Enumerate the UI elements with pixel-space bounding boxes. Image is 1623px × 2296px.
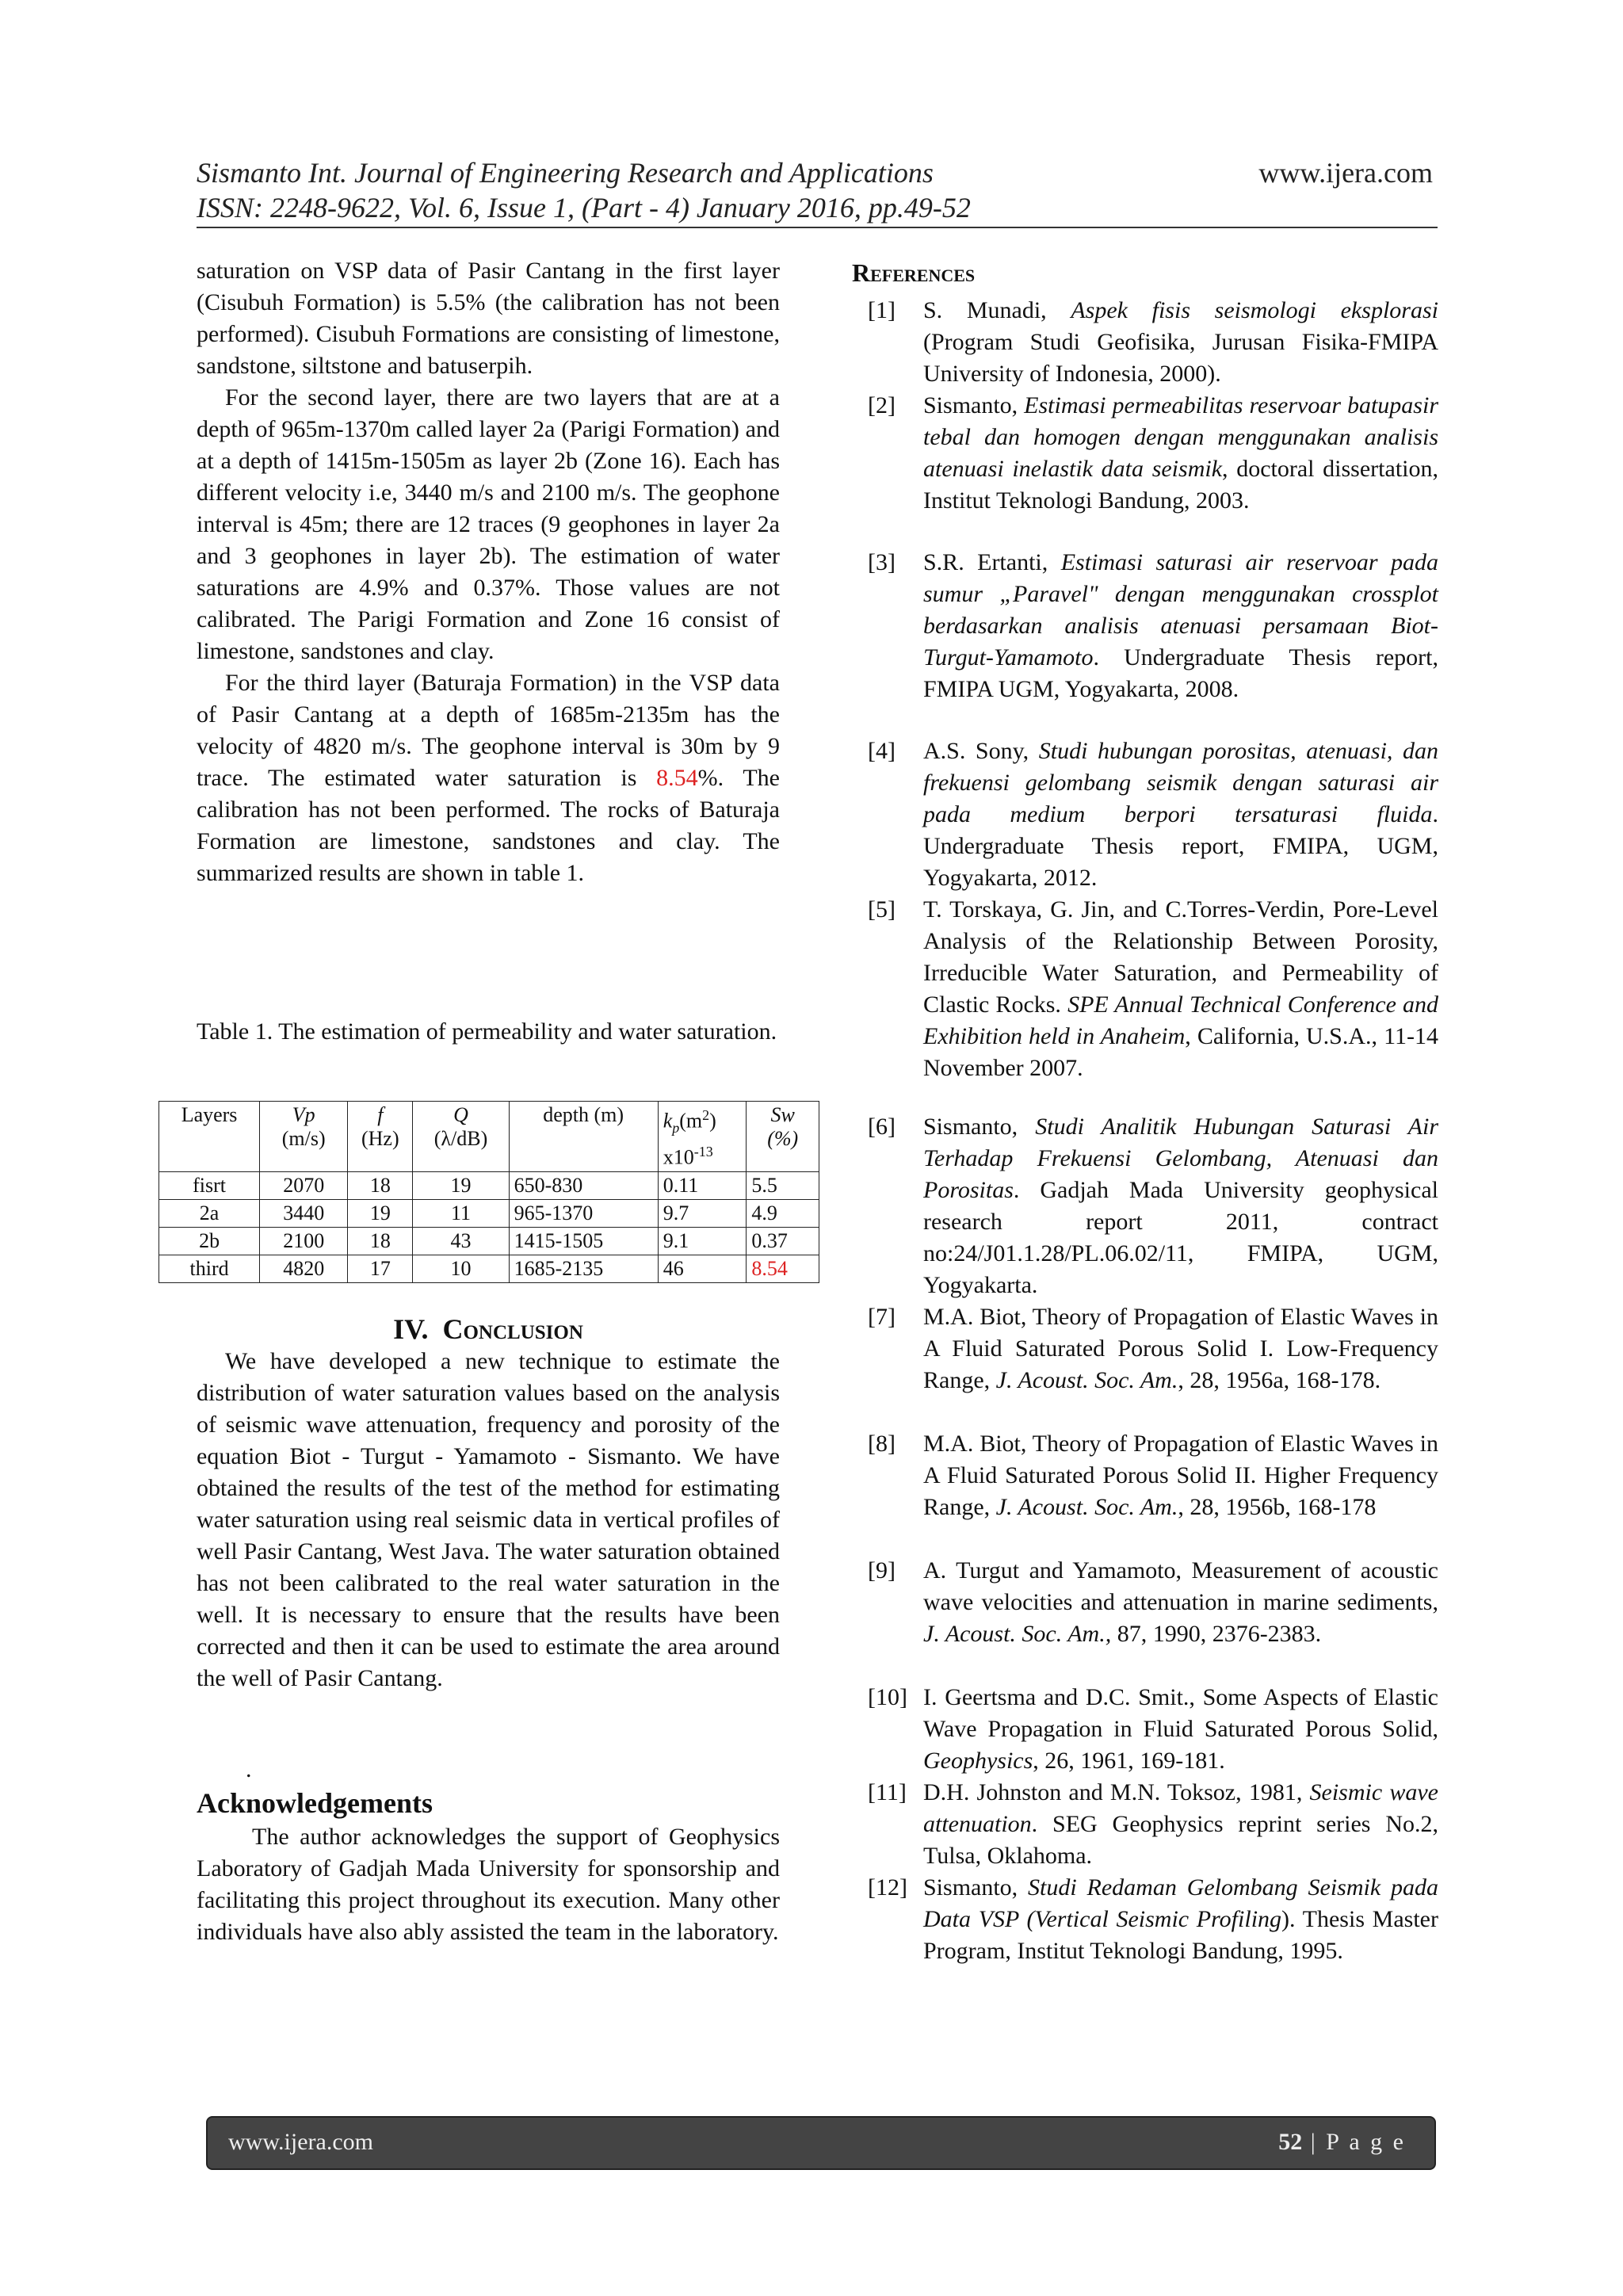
reference-title: Geophysics: [923, 1748, 1033, 1774]
reference-number: [2]: [868, 392, 896, 418]
footer-website[interactable]: www.ijera.com: [228, 2129, 373, 2155]
reference-number: [9]: [868, 1557, 896, 1584]
cell-vp: 3440: [260, 1199, 348, 1227]
cell-depth: 650-830: [509, 1171, 658, 1199]
col-layers-label: Layers: [181, 1103, 238, 1126]
reference-item: [852, 1555, 1438, 1650]
cell-vp: 2070: [260, 1171, 348, 1199]
reference-text: S.R. Ertanti,: [923, 549, 1061, 575]
reference-item: [852, 1682, 1438, 1777]
journal-website[interactable]: www.ijera.com: [1258, 157, 1433, 189]
acknowledgements-paragraph: The author acknowledges the support of Geophysics Laboratory of Gadjah Mada University for sponsorship and facilitating this project throughout its execution. Many other individuals have also ably assisted the team in the laboratory.: [197, 1824, 780, 1945]
references-heading: [852, 258, 975, 288]
reference-number: [5]: [868, 896, 896, 923]
paragraph-third-layer-b: %. The calibration has not been performed. The rocks of Baturaja Formation are limestone, sandstones and clay. The summarized results are shown in table 1.: [197, 765, 780, 886]
reference-title: Studi Redaman Gelombang Seismik pada Data VSP (Vertical Seismic Profiling: [923, 1874, 1438, 1932]
reference-title: J. Acoust. Soc. Am.: [995, 1367, 1178, 1393]
cell-f: 19: [348, 1199, 413, 1227]
reference-title: Studi Analitik Hubungan Saturasi Air Terhadap Frekuensi Gelombang, Atenuasi dan Porositas: [923, 1114, 1438, 1203]
reference-number: [10]: [868, 1684, 907, 1710]
col-sw: [747, 1102, 819, 1172]
col-kp: [658, 1102, 747, 1172]
cell-depth: 1685-2135: [509, 1255, 658, 1282]
journal-title: Sismanto Int. Journal of Engineering Research and Applications: [197, 157, 934, 189]
table-row: [159, 1255, 819, 1282]
reference-text: , California, U.S.A., 11-14 November 2007.: [923, 1023, 1438, 1081]
reference-text: , 26, 1961, 169-181.: [1033, 1748, 1225, 1774]
header-rule: [197, 227, 1438, 228]
cell-sw: 4.9: [747, 1199, 819, 1227]
cell-layer: fisrt: [159, 1171, 260, 1199]
col-sw-unit: (%): [767, 1127, 799, 1150]
table-row: [159, 1171, 819, 1199]
cell-f: 18: [348, 1171, 413, 1199]
table-row: [159, 1199, 819, 1227]
col-q: [413, 1102, 509, 1172]
reference-text: . Undergraduate Thesis report, FMIPA, UGM, Yogyakarta, 2012.: [923, 801, 1438, 891]
paragraph-third-layer-a: For the third layer (Baturaja Formation) in the VSP data of Pasir Cantang at a depth of 1685m-2135m has the velocity of 4820 m/s. The geophone interval is 30m by 9 trace. The estimated water saturation is: [197, 670, 780, 791]
col-depth: [509, 1102, 658, 1172]
reference-item: [852, 1111, 1438, 1301]
stray-dot: .: [246, 1756, 252, 1782]
reference-item: [852, 1777, 1438, 1872]
cell-sw-highlight: 8.54: [747, 1255, 819, 1282]
reference-text: Sismanto,: [923, 1874, 1029, 1901]
reference-item: [852, 894, 1438, 1084]
cell-f: 18: [348, 1227, 413, 1255]
reference-text: 87, 1990, 2376-2383.: [1111, 1621, 1322, 1647]
reference-number: [7]: [868, 1304, 896, 1330]
reference-number: [12]: [868, 1874, 907, 1901]
reference-text: M.A. Biot, Theory of Propagation of Elastic Waves in A Fluid Saturated Porous Solid I. Low-Frequency Range,: [923, 1304, 1438, 1393]
reference-number: [3]: [868, 549, 896, 575]
col-f-label: f: [377, 1103, 384, 1126]
cell-layer: 2a: [159, 1199, 260, 1227]
reference-text: M.A. Biot, Theory of Propagation of Elastic Waves in A Fluid Saturated Porous Solid II. Higher Frequency Range,: [923, 1431, 1438, 1520]
col-vp-label: Vp: [292, 1103, 315, 1126]
conclusion-paragraph: We have developed a new technique to estimate the distribution of water saturation values based on the analysis of seismic wave attenuation, frequency and porosity of the equation Biot - Turgut - Yamamoto - Sismanto. We have obtained the results of the test of the method for estimating water saturation using real seismic data in vertical profiles of well Pasir Cantang, West Java. The water saturation obtained has not been calibrated to the real water saturation in the well. It is necessary to ensure that the results have been corrected and then it can be used to estimate the area around the well of Pasir Cantang.: [197, 1348, 780, 1691]
water-saturation-highlight: 8.54: [656, 765, 698, 791]
reference-number: [6]: [868, 1114, 896, 1140]
conclusion-title: Conclusion: [442, 1313, 583, 1345]
reference-item: [852, 547, 1438, 705]
table-row: [159, 1227, 819, 1255]
paragraph-third-layer: [197, 667, 780, 889]
reference-text: A.S. Sony,: [923, 738, 1039, 764]
reference-title: Seismic wave attenuation: [923, 1779, 1438, 1837]
paragraph-second-layer: For the second layer, there are two layers that are at a depth of 965m-1370m called layer 2a (Parigi Formation) and at a depth of 1415m-1505m as layer 2b (Zone 16). Each has different velocity i.e, 3440 m/s and 2100 m/s. The geophone interval is 45m; there are 12 traces (9 geophones in layer 2a and 3 geophones in layer 2b). The estimation of water saturations are 4.9% and 0.37%. Those values are not calibrated. The Parigi Formation and Zone 16 consist of limestone, sandstones and clay.: [197, 384, 780, 664]
cell-kp: 0.11: [658, 1171, 747, 1199]
reference-title: J. Acoust. Soc. Am.: [995, 1494, 1178, 1520]
reference-text: (Program Studi Geofisika, Jurusan Fisika-FMIPA University of Indonesia, 2000).: [923, 329, 1438, 387]
reference-number: [1]: [868, 297, 896, 323]
col-f: [348, 1102, 413, 1172]
reference-text: , doctoral dissertation, Institut Teknologi Bandung, 2003.: [923, 456, 1438, 514]
permeability-table: [158, 1101, 819, 1283]
reference-item: [852, 295, 1438, 390]
reference-title: Studi hubungan porositas, atenuasi, dan frekuensi gelombang seismik dengan saturasi air pada medium berpori tersaturasi fluida: [923, 738, 1438, 827]
col-layers: [159, 1102, 260, 1172]
cell-q: 43: [413, 1227, 509, 1255]
paragraph-first-layer: saturation on VSP data of Pasir Cantang in the first layer (Cisubuh Formation) is 5.5% (the calibration has not been performed). Cisubuh Formations are consisting of limestone, sandstone, siltstone and batuserpih.: [197, 258, 780, 379]
reference-title: SPE Annual Technical Conference and Exhibition held in Anaheim: [923, 991, 1439, 1049]
cell-vp: 2100: [260, 1227, 348, 1255]
acknowledgements-heading: Acknowledgements: [197, 1787, 433, 1819]
reference-number: [8]: [868, 1431, 896, 1457]
col-kp-unit-b: ): [709, 1109, 716, 1133]
cell-q: 10: [413, 1255, 509, 1282]
reference-item: [852, 1301, 1438, 1396]
reference-item: [852, 735, 1438, 894]
reference-item: [852, 1428, 1438, 1523]
left-column-text: [197, 255, 780, 889]
reference-text: , 28, 1956b, 168-178: [1178, 1494, 1377, 1520]
acknowledgements-body: [197, 1821, 780, 1948]
reference-text: . Gadjah Mada University geophysical research report 2011, contract no:24/J01.1.28/PL.06.02/11, FMIPA, UGM, Yogyakarta.: [923, 1177, 1438, 1298]
page-number: 52: [1278, 2129, 1303, 2155]
cell-sw: 0.37: [747, 1227, 819, 1255]
page-footer: [206, 2116, 1436, 2170]
reference-title: Estimasi permeabilitas reservoar batupasir tebal dan homogen dengan menggunakan analisis atenuasi inelastik data seismik: [923, 392, 1438, 482]
conclusion-heading: [197, 1312, 780, 1346]
reference-text: . SEG Geophysics reprint series No.2, Tulsa, Oklahoma.: [923, 1811, 1438, 1869]
reference-text: I. Geertsma and D.C. Smit., Some Aspects of Elastic Wave Propagation in Fluid Saturated Porous Solid,: [923, 1684, 1438, 1742]
conclusion-body: [197, 1346, 780, 1694]
col-kp-unit-sup: 2: [702, 1107, 710, 1123]
footer-page: [1278, 2129, 1406, 2156]
cell-kp: 9.1: [658, 1227, 747, 1255]
col-f-unit: (Hz): [361, 1127, 399, 1150]
cell-layer: 2b: [159, 1227, 260, 1255]
table-caption: Table 1. The estimation of permeability and water saturation.: [197, 1018, 777, 1045]
reference-text: D.H. Johnston and M.N. Toksoz, 1981,: [923, 1779, 1310, 1805]
page-label: | P a g e: [1302, 2129, 1406, 2155]
cell-kp: 46: [658, 1255, 747, 1282]
col-q-unit: (λ/dB): [433, 1127, 488, 1150]
cell-depth: 965-1370: [509, 1199, 658, 1227]
table-header-row: [159, 1102, 819, 1172]
reference-text: ). Thesis Master Program, Institut Teknologi Bandung, 1995.: [923, 1906, 1438, 1964]
reference-text: S. Munadi,: [923, 297, 1071, 323]
reference-text: , 28, 1956a, 168-178.: [1178, 1367, 1381, 1393]
col-kp-sub: p: [672, 1119, 680, 1136]
reference-text: . Undergraduate Thesis report, FMIPA UGM, Yogyakarta, 2008.: [923, 644, 1438, 702]
cell-q: 11: [413, 1199, 509, 1227]
cell-vp: 4820: [260, 1255, 348, 1282]
cell-q: 19: [413, 1171, 509, 1199]
col-vp-unit: (m/s): [281, 1127, 326, 1150]
col-q-label: Q: [453, 1103, 468, 1126]
references-title: References: [852, 258, 976, 287]
reference-number: [4]: [868, 738, 896, 764]
col-depth-label: depth (m): [543, 1103, 624, 1126]
col-kp-unit-a: (m: [679, 1109, 703, 1133]
reference-text: Sismanto,: [923, 1114, 1036, 1140]
reference-text: Sismanto,: [923, 392, 1025, 418]
cell-layer: third: [159, 1255, 260, 1282]
reference-item: [852, 390, 1438, 517]
col-kp-label: k: [663, 1109, 673, 1133]
journal-issn: ISSN: 2248-9622, Vol. 6, Issue 1, (Part - 4) January 2016, pp.49-52: [197, 192, 971, 223]
col-sw-label: Sw: [770, 1103, 795, 1126]
cell-kp: 9.7: [658, 1199, 747, 1227]
reference-title: Aspek fisis seismologi eksplorasi: [1071, 297, 1438, 323]
reference-text: T. Torskaya, G. Jin, and C.Torres-Verdin, Pore-Level Analysis of the Relationship Between Porosity, Irreducible Water Saturation, and Permeability of Clastic Rocks.: [923, 896, 1438, 1018]
cell-f: 17: [348, 1255, 413, 1282]
col-kp-exp: -13: [693, 1143, 713, 1159]
col-kp-x: x10: [663, 1145, 694, 1169]
col-vp: [260, 1102, 348, 1172]
cell-sw: 5.5: [747, 1171, 819, 1199]
cell-depth: 1415-1505: [509, 1227, 658, 1255]
reference-title: J. Acoust. Soc. Am.,: [923, 1621, 1112, 1647]
reference-number: [11]: [868, 1779, 907, 1805]
reference-item: [852, 1872, 1438, 1967]
reference-text: A. Turgut and Yamamoto, Measurement of acoustic wave velocities and attenuation in marine sediments,: [923, 1557, 1438, 1615]
reference-title: Estimasi saturasi air reservoar pada sumur „Paravel" dengan menggunakan crossplot berdasarkan analisis atenuasi persamaan Biot-Turgut-Yamamoto: [923, 549, 1438, 670]
conclusion-number: IV.: [393, 1313, 429, 1345]
